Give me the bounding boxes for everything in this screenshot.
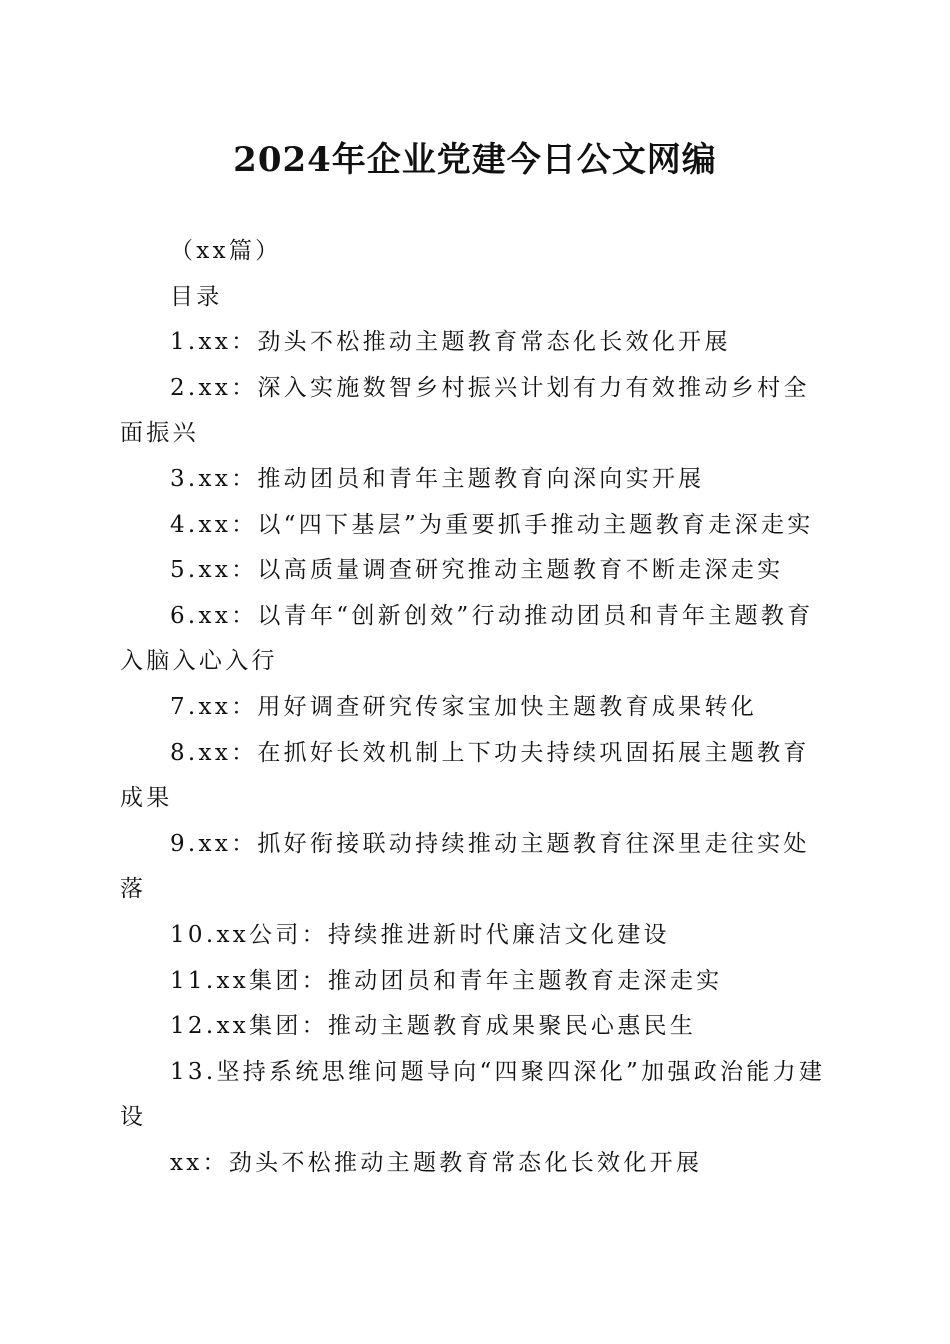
toc-item: 12.xx集团：推动主题教育成果聚民心惠民生	[170, 1013, 697, 1040]
toc-item: 6.xx：以青年“创新创效”行动推动团员和青年主题教育入脑入心入行	[120, 602, 814, 675]
document-subtitle: （xx篇）	[170, 238, 282, 264]
toc-item: 11.xx集团：推动团员和青年主题教育走深走实	[170, 967, 723, 994]
toc-item: 7.xx：用好调查研究传家宝加快主题教育成果转化	[170, 693, 758, 720]
document-body	[120, 229, 826, 1186]
toc-item: 2.xx：深入实施数智乡村振兴计划有力有效推动乡村全面振兴	[120, 374, 810, 447]
toc-item: 9.xx：抓好衔接联动持续推动主题教育往深里走往实处落	[120, 830, 810, 903]
toc-item: 3.xx：推动团员和青年主题教育向深向实开展	[170, 465, 705, 492]
toc-item: 4.xx：以“四下基层”为重要抓手推动主题教育走深走实	[170, 511, 814, 538]
document-title: 2024年企业党建今日公文网编	[233, 140, 717, 180]
toc-heading: 目录	[170, 283, 223, 310]
toc-item: 1.xx：劲头不松推动主题教育常态化长效化开展	[170, 329, 731, 356]
toc-item: 13.坚持系统思维问题导向“四聚四深化”加强政治能力建设	[120, 1058, 826, 1131]
toc-item: 5.xx：以高质量调查研究推动主题教育不断走深走实	[170, 557, 784, 584]
section-heading: xx：劲头不松推动主题教育常态化长效化开展	[170, 1149, 703, 1176]
toc-item: 8.xx：在抓好长效机制上下功夫持续巩固拓展主题教育成果	[120, 739, 810, 812]
toc-item: 10.xx公司：持续推进新时代廉洁文化建设	[170, 921, 670, 948]
